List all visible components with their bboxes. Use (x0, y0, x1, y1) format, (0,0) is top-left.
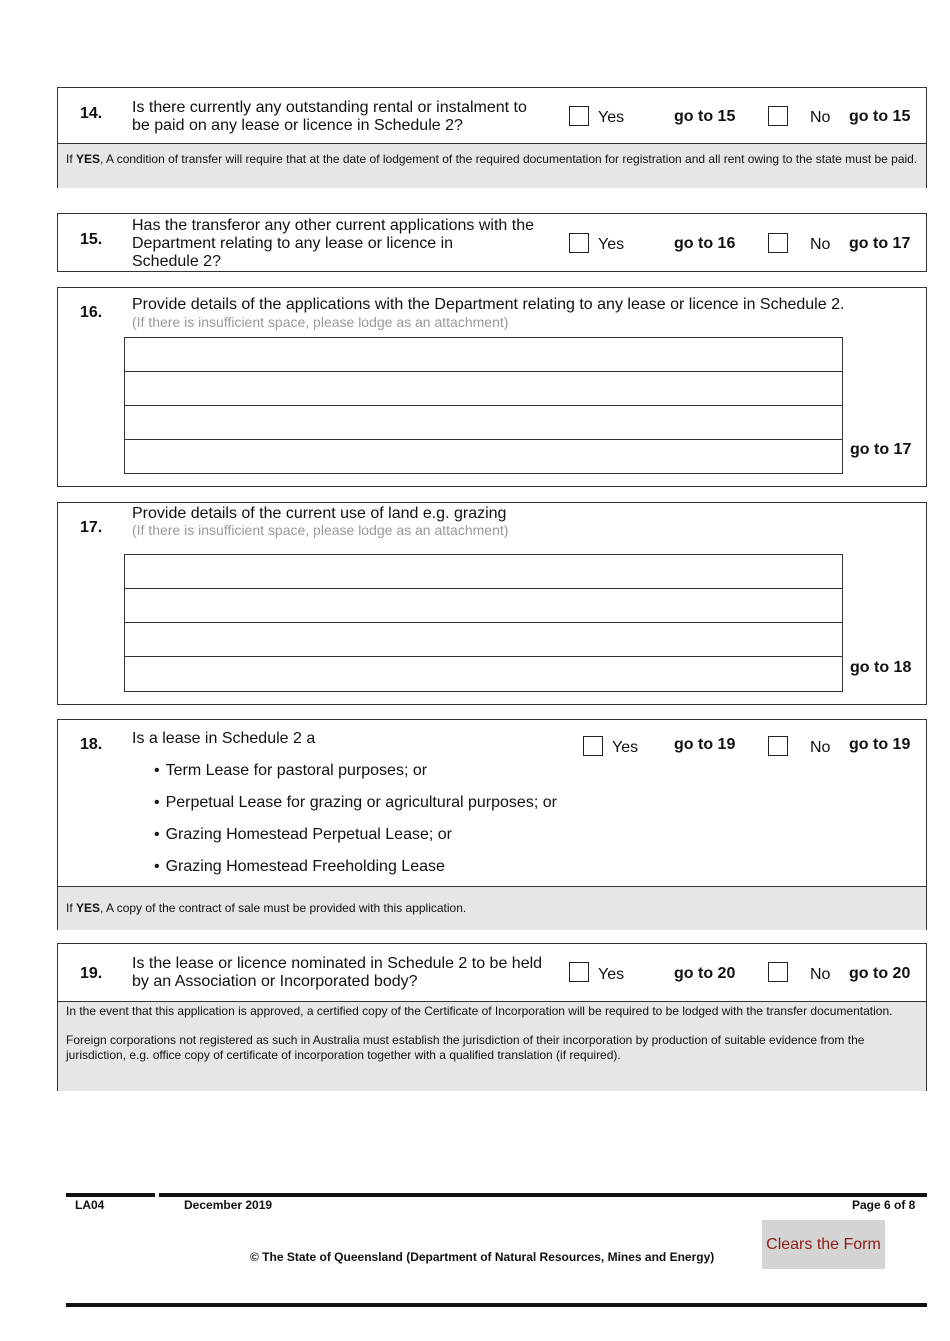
question-number: 14. (80, 105, 103, 122)
no-checkbox[interactable] (768, 736, 788, 756)
no-label: No (810, 966, 831, 983)
details-line[interactable] (125, 440, 842, 474)
no-goto: go to 15 (849, 108, 911, 125)
yes-goto: go to 19 (674, 736, 736, 753)
question-number: 17. (80, 519, 103, 536)
yes-label: Yes (598, 109, 625, 126)
question-15 (57, 213, 927, 272)
question-16 (57, 287, 927, 487)
details-line[interactable] (125, 338, 842, 372)
no-goto: go to 19 (849, 736, 911, 753)
question-19 (57, 943, 927, 1091)
question-text: Is the lease or licence nominated in Schedule 2 to be held by an Association or Incorporated body? (132, 955, 543, 990)
question-text: Provide details of the applications with the Department relating to any lease or licence in Schedule 2. (132, 296, 845, 313)
question-text: Provide details of the current use of land e.g. grazing (132, 505, 507, 522)
details-line[interactable] (125, 623, 842, 657)
question-14 (57, 87, 927, 188)
note-incorporation: In the event that this application is approved, a certified copy of the Certificate of Incorporation will be required to be lodged with the transfer documentation. (66, 1004, 893, 1018)
question-18 (57, 719, 927, 930)
note: If YES, A copy of the contract of sale must be provided with this application. (58, 886, 926, 930)
yes-goto: go to 15 (674, 108, 736, 125)
question-number: 18. (80, 736, 103, 753)
goto: go to 17 (850, 441, 912, 458)
copyright: © The State of Queensland (Department of Natural Resources, Mines and Energy) (250, 1250, 715, 1264)
form-code: LA04 (75, 1198, 105, 1212)
footer-rule-gap (155, 1193, 159, 1197)
yes-label: Yes (612, 739, 639, 756)
no-goto: go to 17 (849, 235, 911, 252)
form-date: December 2019 (184, 1198, 273, 1212)
yes-checkbox[interactable] (569, 233, 589, 253)
bullet-item: • Grazing Homestead Freeholding Lease (154, 858, 445, 876)
yes-goto: go to 16 (674, 235, 736, 252)
no-label: No (810, 236, 831, 253)
goto: go to 18 (850, 659, 912, 676)
page-number: Page 6 of 8 (852, 1198, 916, 1212)
no-checkbox[interactable] (768, 233, 788, 253)
details-field[interactable] (124, 554, 843, 692)
yes-label: Yes (598, 236, 625, 253)
yes-label: Yes (598, 966, 625, 983)
details-line[interactable] (125, 372, 842, 406)
no-checkbox[interactable] (768, 962, 788, 982)
no-label: No (810, 739, 831, 756)
details-line[interactable] (125, 555, 842, 589)
note-foreign-corporations: Foreign corporations not registered as such in Australia must establish the jurisdiction of their incorporation by production of suitable evidence from the jurisdiction, e.g. office copy of certificate of incorporation together with a qualified translation (if required). (66, 1033, 865, 1062)
bullet-item: • Term Lease for pastoral purposes; or (154, 762, 427, 780)
note: If YES, A condition of transfer will require that at the date of lodgement of the required documentation for registration and all rent owing to the state must be paid. (58, 143, 926, 188)
yes-checkbox[interactable] (569, 962, 589, 982)
yes-checkbox[interactable] (583, 736, 603, 756)
yes-checkbox[interactable] (569, 106, 589, 126)
footer-top-rule (66, 1193, 927, 1197)
bullet-item: • Grazing Homestead Perpetual Lease; or (154, 826, 452, 844)
note (58, 1001, 926, 1091)
footer-bottom-rule (66, 1303, 927, 1307)
question-number: 19. (80, 965, 103, 982)
hint-text: (If there is insufficient space, please lodge as an attachment) (132, 522, 509, 538)
question-number: 16. (80, 304, 103, 321)
question-number: 15. (80, 231, 103, 248)
details-field[interactable] (124, 337, 843, 474)
details-line[interactable] (125, 406, 842, 440)
details-line[interactable] (125, 657, 842, 691)
question-text: Is there currently any outstanding rental or instalment to be paid on any lease or licence in Schedule 2? (132, 99, 527, 134)
hint-text: (If there is insufficient space, please lodge as an attachment) (132, 314, 509, 330)
details-line[interactable] (125, 589, 842, 623)
no-goto: go to 20 (849, 965, 911, 982)
bullet-item: • Perpetual Lease for grazing or agricultural purposes; or (154, 794, 557, 812)
no-checkbox[interactable] (768, 106, 788, 126)
yes-goto: go to 20 (674, 965, 736, 982)
question-text: Has the transferor any other current applications with the Department relating to any lease or licence in Schedule 2? (132, 217, 534, 270)
clear-form-button[interactable]: Clears the Form (762, 1220, 885, 1269)
no-label: No (810, 109, 831, 126)
question-17 (57, 502, 927, 705)
question-text: Is a lease in Schedule 2 a (132, 730, 316, 747)
